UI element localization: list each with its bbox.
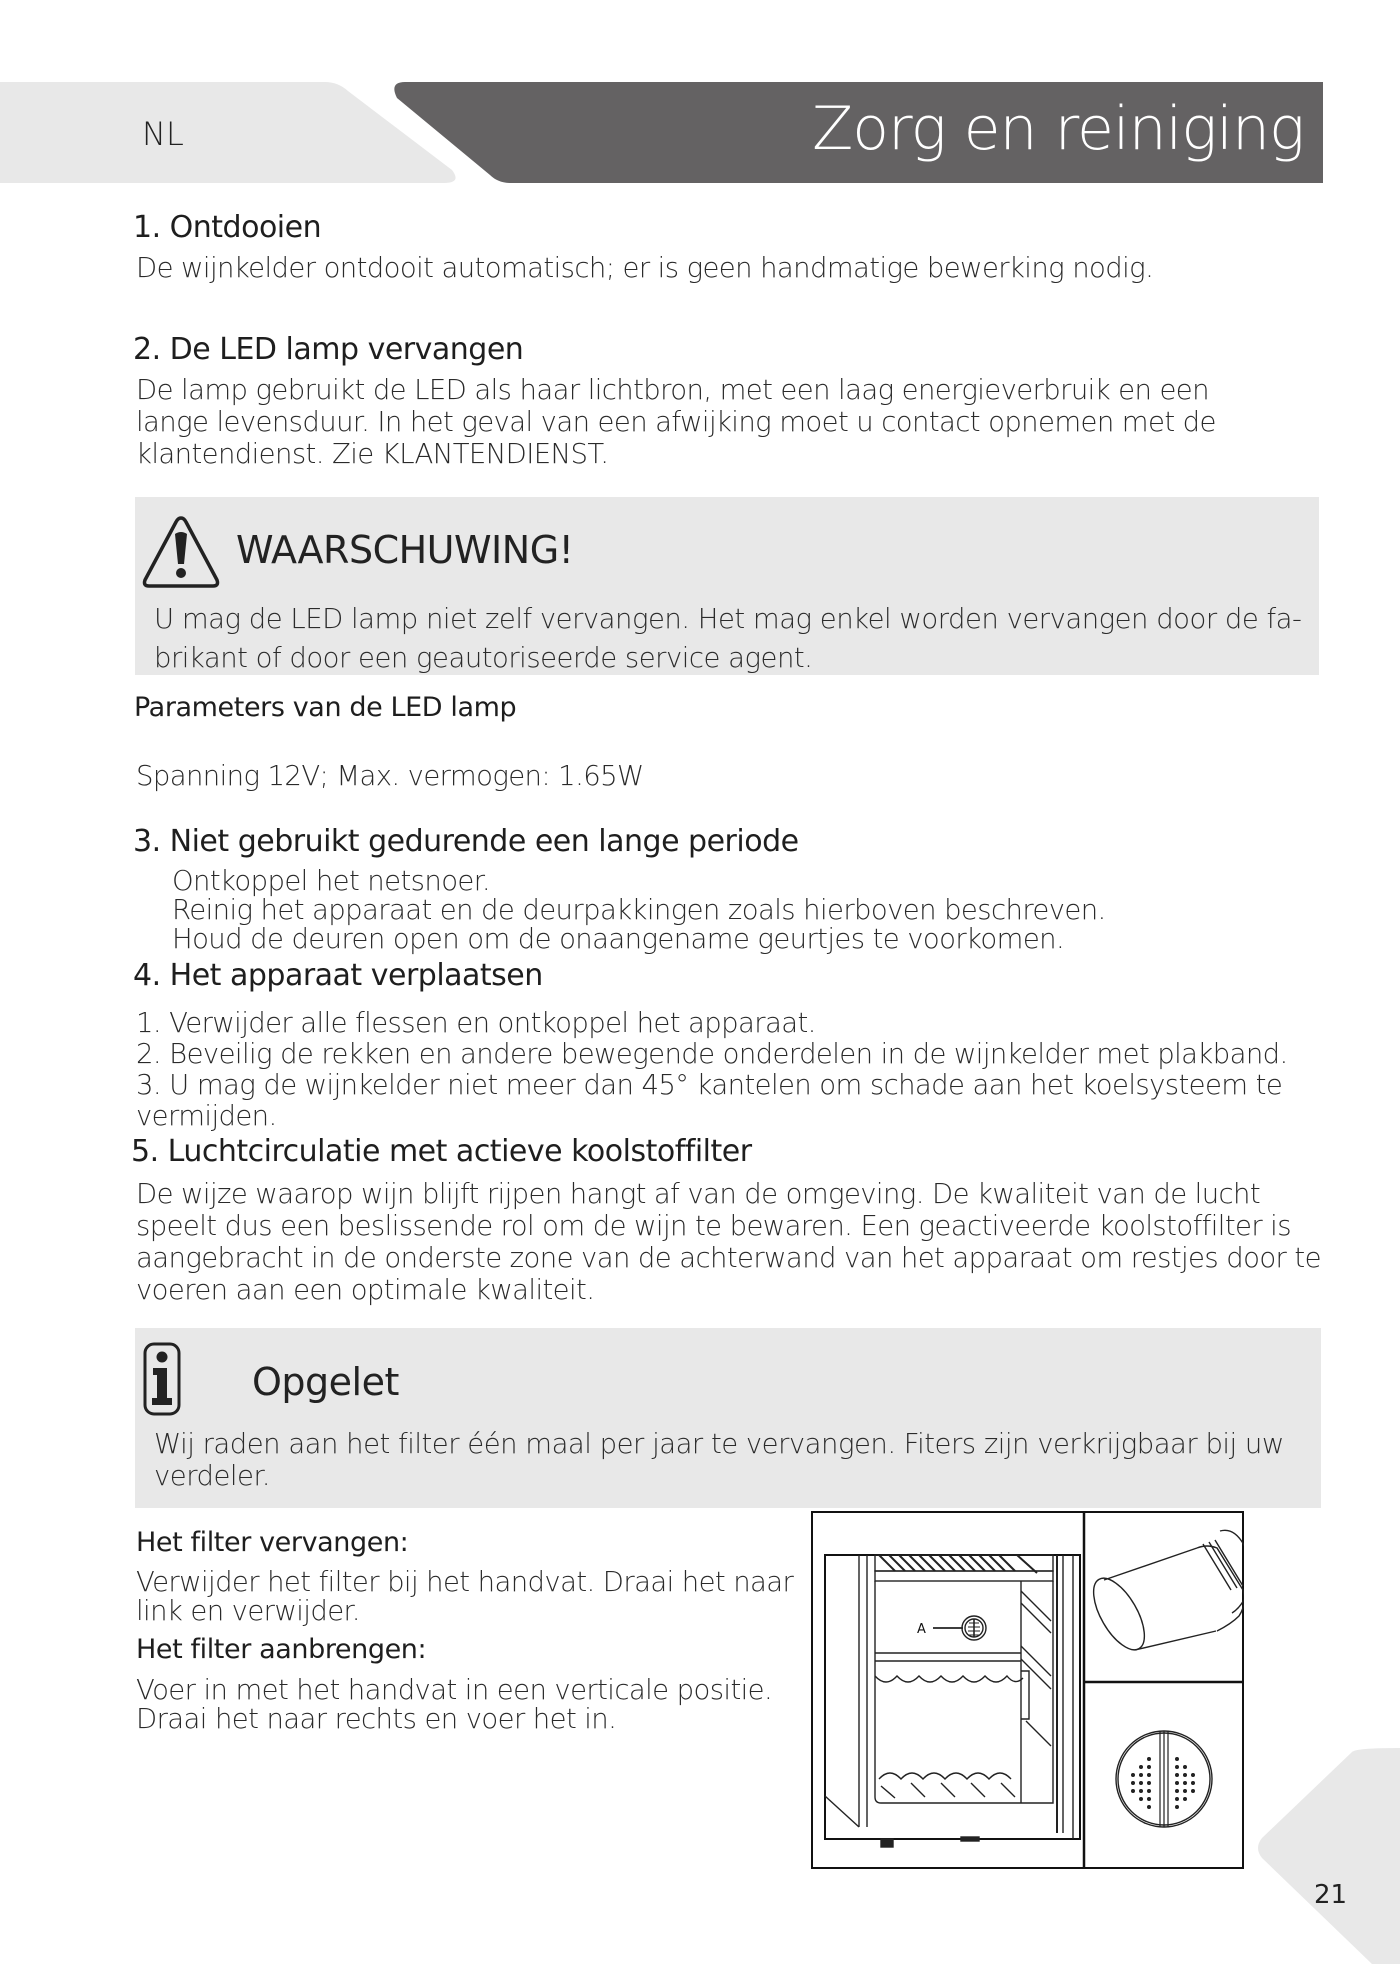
section-heading-air: 5. Luchtcirculatie met actieve koolstoffilter (131, 1134, 752, 1169)
list-item: 1. Verwijder alle flessen en ontkoppel het apparaat. (136, 1007, 816, 1039)
page-title: Zorg en reiniging (812, 94, 1304, 164)
filter-install-text (136, 1676, 772, 1734)
section-heading-moving: 4. Het apparaat verplaatsen (133, 958, 543, 993)
warning-text (154, 600, 1304, 678)
note-title: Opgelet (252, 1360, 399, 1404)
page-number: 21 (1314, 1880, 1348, 1910)
text-line: Voer in met het handvat in een verticale positie. (136, 1674, 773, 1706)
wine-cellar-interior (825, 1555, 1080, 1847)
text-line: voeren aan een optimale kwaliteit. (136, 1274, 595, 1306)
list-item: Houd de deuren open om de onaangename geurtjes te voorkomen. (172, 923, 1065, 955)
info-icon (140, 1341, 226, 1417)
language-tab (0, 82, 460, 183)
led-params-heading: Parameters van de LED lamp (134, 692, 517, 723)
section-heading-unused: 3. Niet gebruikt gedurende een lange periode (133, 824, 799, 859)
filter-install-heading: Het filter aanbrengen: (136, 1634, 427, 1665)
list-item: Reinig het apparaat en de deurpakkingen zoals hierboven beschreven. (172, 894, 1106, 926)
section-body-air (136, 1178, 1321, 1306)
text-line: De wijze waarop wijn blijft rijpen hangt af van de omgeving. De kwaliteit van de lucht (136, 1178, 1261, 1210)
text-line: link en verwijder. (136, 1595, 360, 1627)
filter-replace-text (136, 1568, 793, 1626)
text-line: lange levensduur. In het geval van een afwijking moet u contact opnemen met de (136, 406, 1216, 438)
text-line: U mag de LED lamp niet zelf vervangen. Het mag enkel worden vervangen door de fa- (154, 603, 1302, 635)
carbon-filter-top-view (1116, 1731, 1212, 1827)
page-number-tab (1256, 1748, 1400, 1964)
section-heading-led: 2. De LED lamp vervangen (133, 332, 524, 367)
callout-label: A (916, 1621, 926, 1637)
language-label: NL (142, 115, 184, 153)
warning-title: WAARSCHUWING! (236, 528, 574, 572)
text-line: brikant of door een geautoriseerde service agent. (154, 642, 813, 674)
text-line: speelt dus een beslissende rol om de wijn te bewaren. Een geactiveerde koolstoffilter is (136, 1210, 1291, 1242)
text-line: verdeler. (154, 1460, 270, 1492)
note-text (154, 1428, 1304, 1492)
text-line: De lamp gebruikt de LED als haar lichtbron, met een laag energieverbruik en een (136, 374, 1209, 406)
carbon-filter-side-view (1083, 1530, 1244, 1657)
led-params-value: Spanning 12V; Max. vermogen: 1.65W (136, 760, 644, 792)
filter-illustration (811, 1511, 1244, 1869)
list-item: 3. U mag de wijnkelder niet meer dan 45° kantelen om schade aan het koelsysteem te (136, 1069, 1283, 1101)
filter-figure (811, 1511, 1244, 1869)
section-body-defrost: De wijnkelder ontdooit automatisch; er is geen handmatige bewerking nodig. (136, 252, 1154, 284)
list-item: Ontkoppel het netsnoer. (172, 865, 491, 897)
list-item: 2. Beveilig de rekken en andere bewegende onderdelen in de wijnkelder met plakband. (136, 1038, 1288, 1070)
moving-steps (136, 1008, 1288, 1132)
text-line: aangebracht in de onderste zone van de achterwand van het apparaat om restjes door te (136, 1242, 1321, 1274)
text-line: Draai het naar rechts en voer het in. (136, 1703, 617, 1735)
text-line: Wij raden aan het filter één maal per jaar te vervangen. Fiters zijn verkrijgbaar bij uw (154, 1428, 1284, 1460)
text-line: Verwijder het filter bij het handvat. Draai het naar (136, 1566, 794, 1598)
filter-replace-heading: Het filter vervangen: (136, 1527, 409, 1558)
warning-triangle-icon (141, 514, 221, 589)
list-item: vermijden. (136, 1100, 277, 1132)
unused-steps (172, 867, 1106, 954)
section-body-led (136, 374, 1216, 470)
text-line: klantendienst. Zie KLANTENDIENST. (136, 438, 609, 470)
section-heading-defrost: 1. Ontdooien (133, 210, 322, 245)
